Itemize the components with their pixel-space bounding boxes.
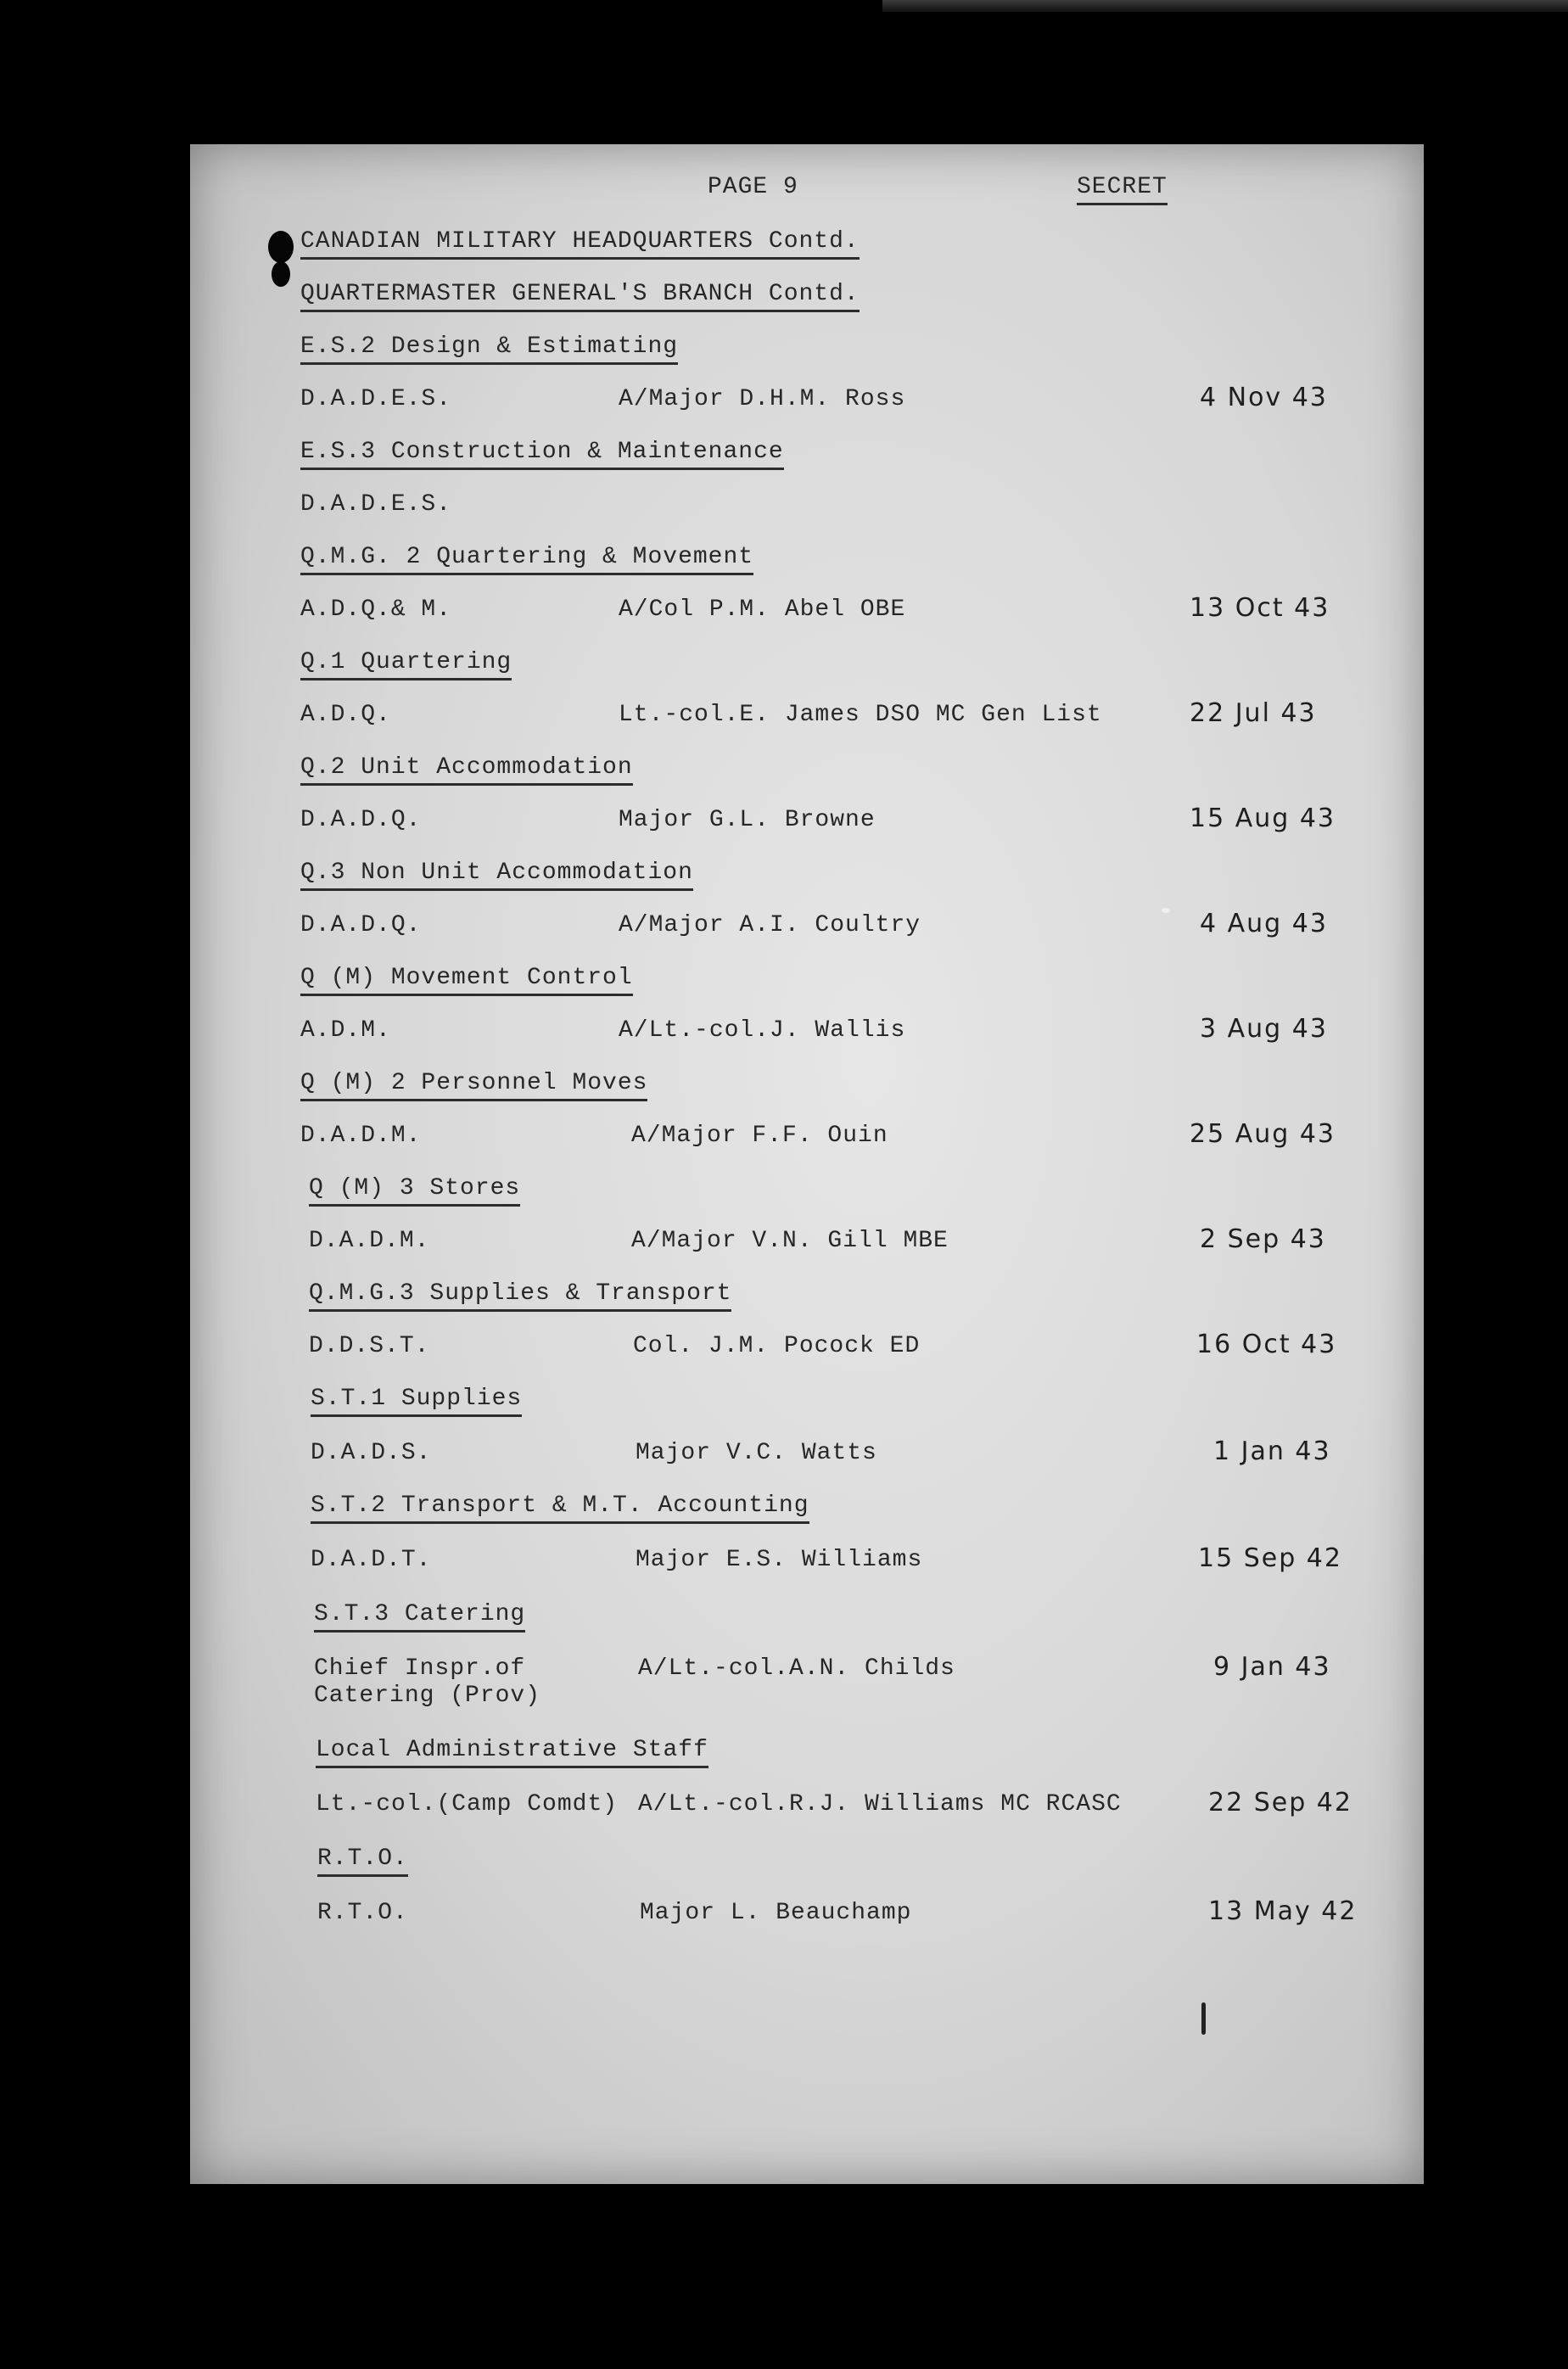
appointment: Chief Inspr.of [314,1655,526,1682]
scan-edge [882,0,1568,12]
header-line-2: QUARTERMASTER GENERAL'S BRANCH Contd. [300,280,860,312]
appointment-date: 4 Nov 43 [1200,383,1328,412]
appointment: D.A.D.E.S. [300,386,452,412]
appointment-date: 15 Aug 43 [1190,804,1336,833]
document-page [190,144,1424,2184]
officer-name: A/Major F.F. Ouin [631,1123,888,1149]
officer-name: A/Lt.-col.A.N. Childs [638,1655,955,1682]
officer-name: A/Lt.-col.J. Wallis [619,1017,906,1044]
appointment-date: 13 May 42 [1208,1896,1358,1926]
section-heading: E.S.3 Construction & Maintenance [300,438,784,470]
officer-name: Major V.C. Watts [636,1440,877,1466]
appointment-date: 9 Jan 43 [1213,1652,1331,1682]
appointment: D.D.S.T. [309,1333,430,1359]
section-heading: Q (M) 3 Stores [309,1174,520,1207]
section-heading: E.S.2 Design & Estimating [300,333,678,365]
appointment: R.T.O. [317,1900,408,1926]
section-heading: Q (M) Movement Control [300,964,633,996]
appointment-date: 22 Jul 43 [1190,698,1317,728]
appointment: D.A.D.T. [311,1547,432,1573]
section-heading: Q.3 Non Unit Accommodation [300,859,693,891]
appointment-continued: Catering (Prov) [314,1683,541,1709]
officer-name: Major E.S. Williams [636,1547,923,1573]
section-heading: Q.1 Quartering [300,648,512,680]
appointment: A.D.Q.& M. [300,596,452,623]
section-heading: Q.M.G. 2 Quartering & Movement [300,543,753,575]
appointment-date: 15 Sep 42 [1198,1543,1342,1573]
appointment-date: 1 Jan 43 [1213,1437,1331,1466]
officer-name: Lt.-col.E. James DSO MC Gen List [619,702,1102,728]
appointment: D.A.D.E.S. [300,491,452,518]
appointment-date: 13 Oct 43 [1190,593,1330,623]
section-heading: Q.2 Unit Accommodation [300,753,633,786]
officer-name: Major G.L. Browne [619,807,876,833]
section-heading: S.T.2 Transport & M.T. Accounting [311,1492,809,1524]
scan-speck [1162,908,1170,913]
officer-name: A/Major A.I. Coultry [619,912,921,938]
appointment-date: 16 Oct 43 [1196,1330,1337,1359]
officer-name: Col. J.M. Pocock ED [633,1333,921,1359]
appointment: D.A.D.M. [300,1123,422,1149]
section-heading: Q.M.G.3 Supplies & Transport [309,1280,731,1312]
appointment: D.A.D.Q. [300,807,422,833]
officer-name: Major L. Beauchamp [640,1900,912,1926]
section-heading: R.T.O. [317,1845,408,1877]
appointment-date: 2 Sep 43 [1200,1224,1326,1254]
section-heading: S.T.1 Supplies [311,1385,522,1417]
officer-name: A/Col P.M. Abel OBE [619,596,906,623]
classification-stamp: SECRET [1077,173,1168,205]
header-line-1: CANADIAN MILITARY HEADQUARTERS Contd. [300,227,860,260]
officer-name: A/Lt.-col.R.J. Williams MC RCASC [638,1791,1122,1817]
ink-blot [272,261,290,287]
appointment-date: 4 Aug 43 [1200,909,1328,938]
ink-blot [268,231,294,263]
officer-name: A/Major V.N. Gill MBE [631,1228,949,1254]
appointment: A.D.M. [300,1017,391,1044]
appointment-date: 3 Aug 43 [1200,1014,1328,1044]
officer-name: A/Major D.H.M. Ross [619,386,906,412]
appointment-date: 25 Aug 43 [1190,1119,1336,1149]
appointment: A.D.Q. [300,702,391,728]
section-heading: S.T.3 Catering [314,1600,525,1633]
appointment: D.A.D.Q. [300,912,422,938]
section-heading: Q (M) 2 Personnel Moves [300,1069,647,1101]
section-heading: Local Administrative Staff [316,1736,708,1768]
appointment-date: 22 Sep 42 [1208,1788,1352,1817]
pen-mark [1201,2002,1206,2035]
page-number: PAGE 9 [708,174,798,200]
appointment: Lt.-col.(Camp Comdt) [316,1791,619,1817]
appointment: D.A.D.M. [309,1228,430,1254]
appointment: D.A.D.S. [311,1440,432,1466]
